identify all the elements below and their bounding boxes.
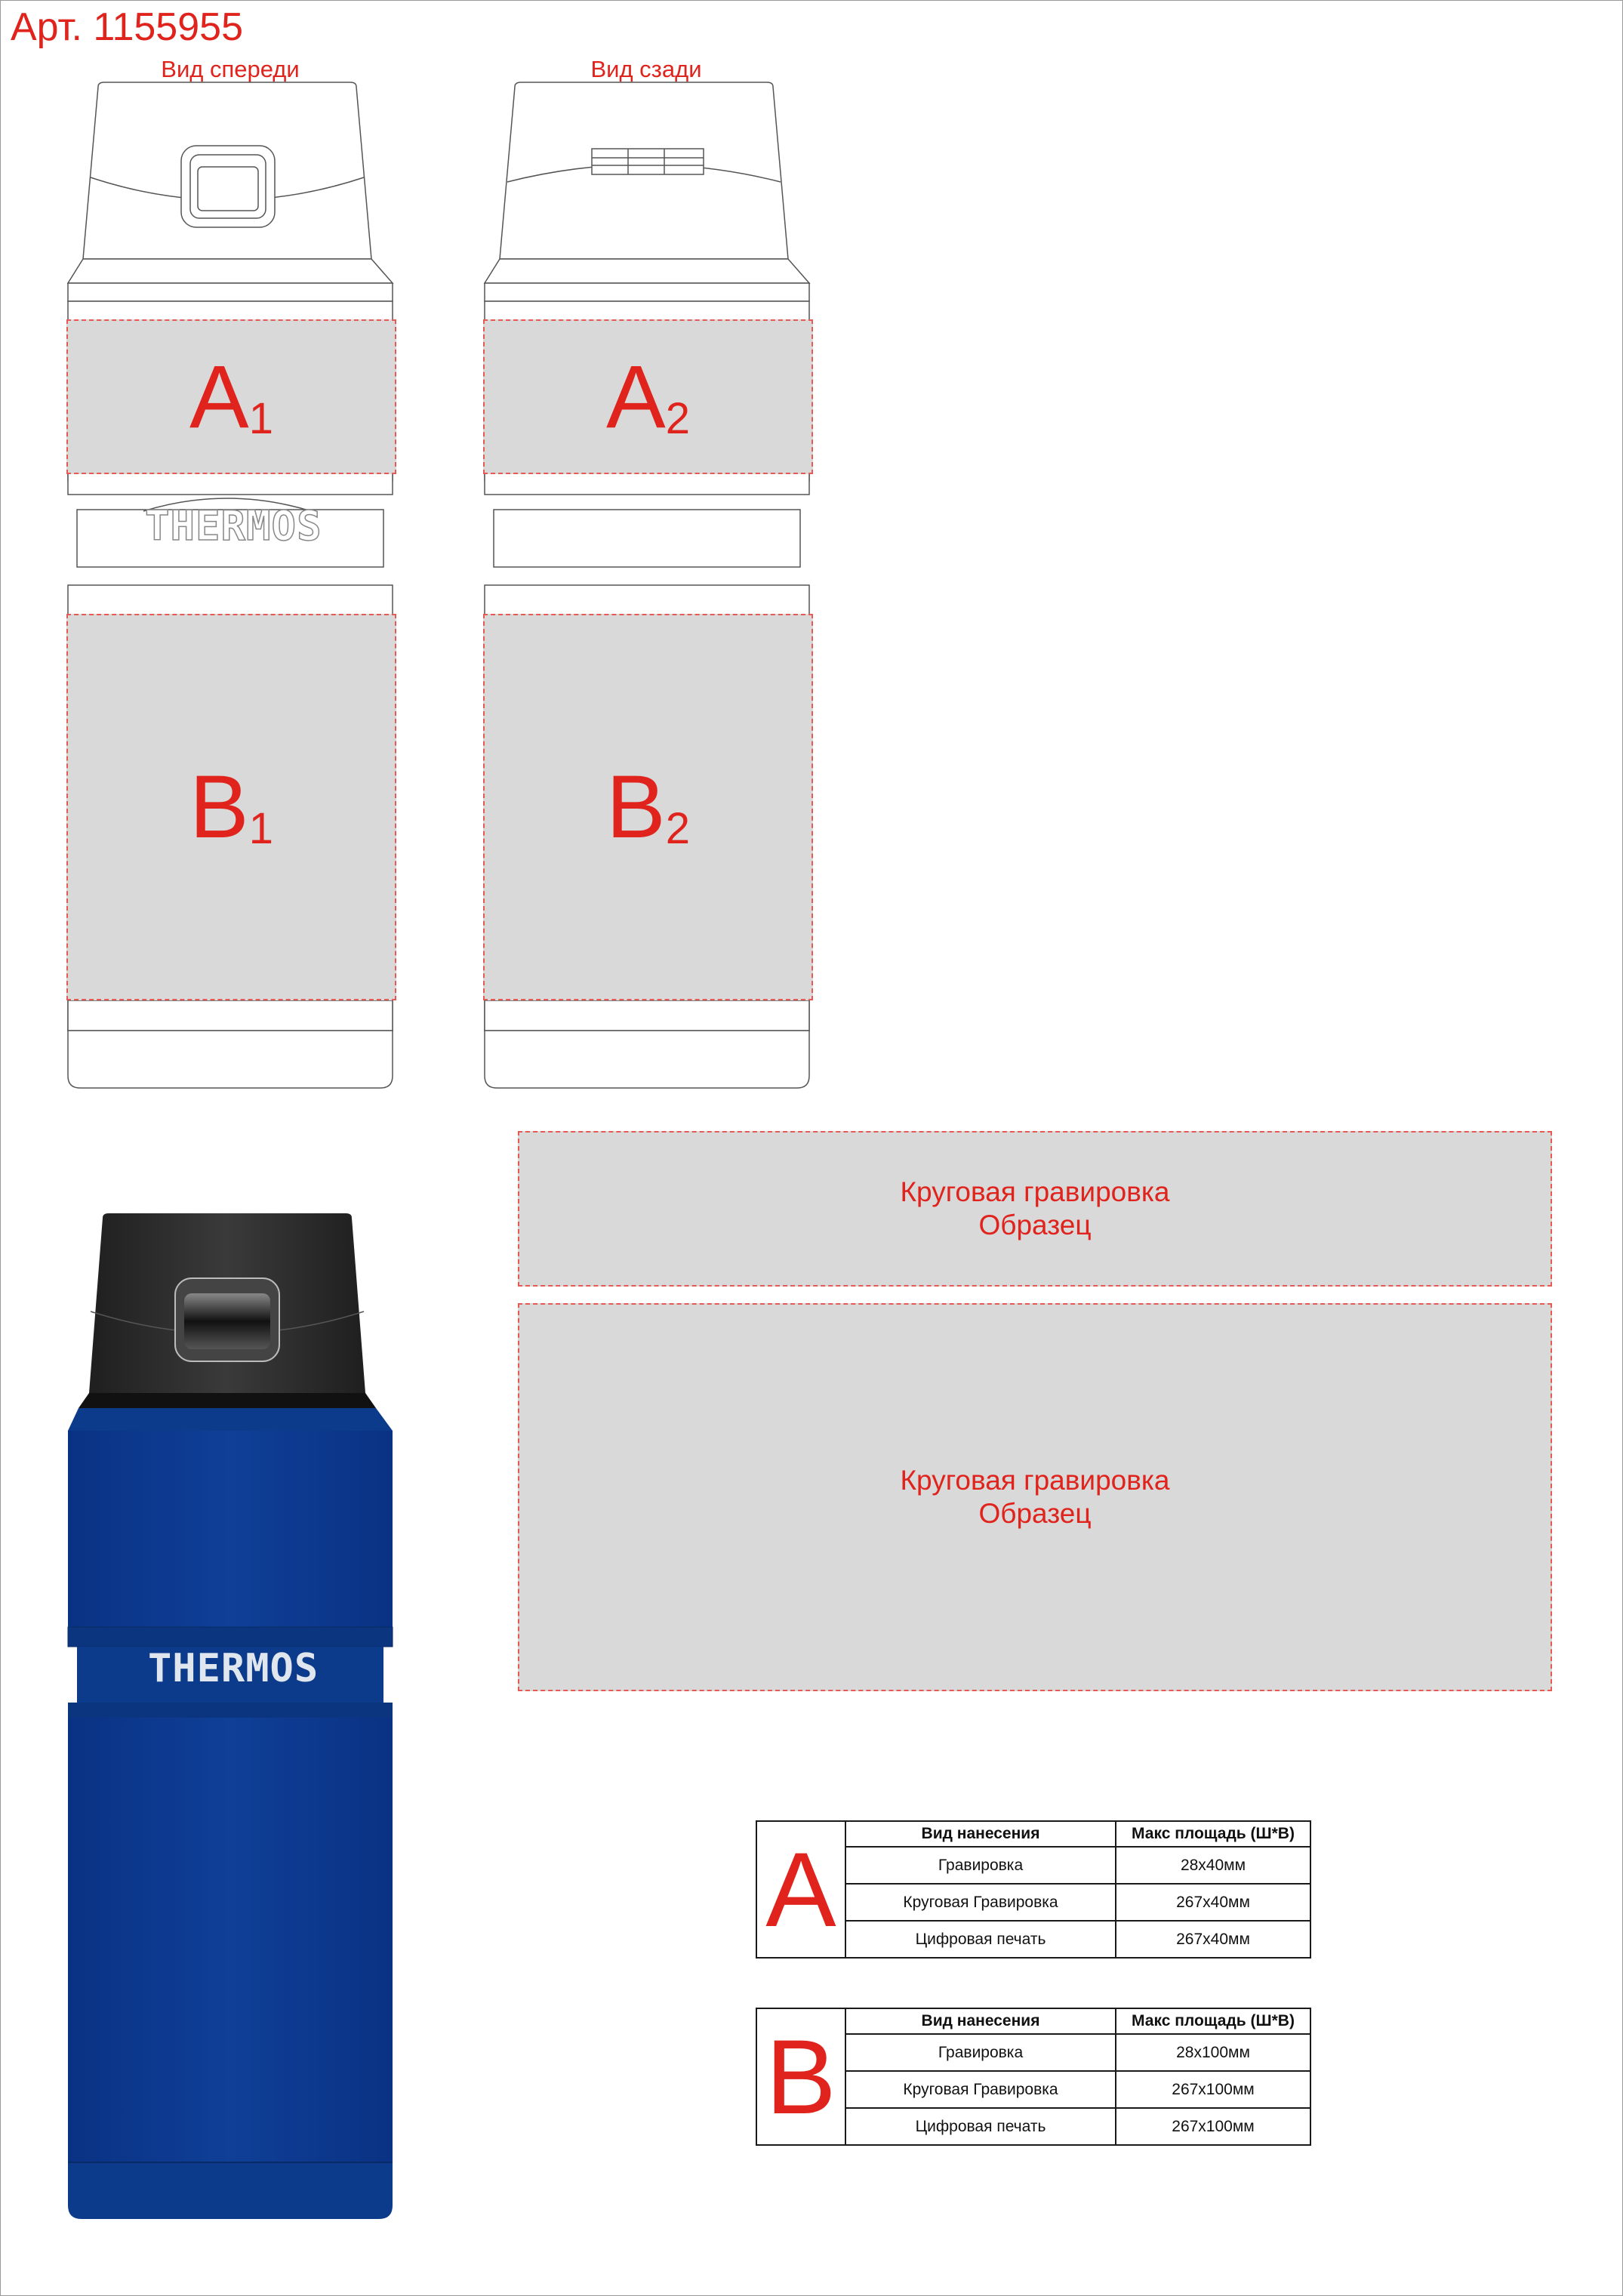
table-row [846, 1921, 1310, 1957]
circular-b-line1: Круговая гравировка [900, 1465, 1170, 1496]
back-view-label: Вид сзади [590, 56, 702, 82]
table-a-cell: Круговая Гравировка [846, 1884, 1116, 1921]
table-a-grid [846, 1822, 1310, 1957]
table-row [846, 2034, 1310, 2071]
table-b-cell: 28x100мм [1116, 2034, 1310, 2071]
zone-b2-index: 2 [665, 804, 690, 853]
spec-table-b [756, 2008, 1311, 2146]
zone-a1 [66, 319, 396, 474]
front-view-label: Вид спереди [161, 56, 300, 82]
zone-a1-index: 1 [248, 393, 273, 443]
table-b-header-area: Макс площадь (Ш*В) [1116, 2009, 1310, 2034]
circular-a-line1: Круговая гравировка [900, 1176, 1170, 1207]
table-row [846, 1884, 1310, 1921]
circular-engraving-zone-b [518, 1303, 1552, 1691]
table-a-cell: Гравировка [846, 1847, 1116, 1884]
table-b-cell: Гравировка [846, 2034, 1116, 2071]
table-b-letter: B [757, 2009, 846, 2144]
table-a-letter: A [757, 1822, 846, 1957]
zone-a2-letter: A [606, 347, 666, 447]
table-b-header-method: Вид нанесения [846, 2009, 1116, 2034]
table-b-cell: Круговая Гравировка [846, 2071, 1116, 2108]
thermos-logo-outline: THERMOS [145, 502, 322, 550]
circular-b-line2: Образец [978, 1498, 1092, 1529]
table-a-header-method: Вид нанесения [846, 1822, 1116, 1847]
zone-b2-letter: B [606, 757, 666, 857]
zone-a1-letter: A [189, 347, 249, 447]
zone-a2 [483, 319, 813, 474]
zone-b1-letter: B [189, 757, 249, 857]
circular-a-line2: Образец [978, 1210, 1092, 1240]
table-row [846, 1847, 1310, 1884]
product-photo-bottle [60, 1212, 408, 2224]
table-b-cell: 267x100мм [1116, 2071, 1310, 2108]
table-a-cell: 28x40мм [1116, 1847, 1310, 1884]
zone-b1-index: 1 [248, 804, 273, 853]
zone-a2-index: 2 [665, 393, 690, 443]
table-row [846, 2071, 1310, 2108]
circular-engraving-zone-a [518, 1131, 1552, 1287]
zone-b2 [483, 614, 813, 1000]
table-a-cell: 267x40мм [1116, 1884, 1310, 1921]
thermos-logo: THERMOS [148, 1646, 319, 1691]
article-number: Арт. 1155955 [11, 5, 243, 49]
table-b-cell: Цифровая печать [915, 2117, 1046, 2135]
table-row [846, 2108, 1310, 2144]
blue-bottle-illustration [60, 1212, 408, 2224]
table-a-cell: Цифровая печать [915, 1930, 1046, 1948]
table-b-grid [846, 2009, 1310, 2144]
zone-b1 [66, 614, 396, 1000]
table-b-cell: 267x100мм [1116, 2108, 1310, 2144]
spec-table-a [756, 1820, 1311, 1959]
table-a-header-area: Макс площадь (Ш*В) [1116, 1822, 1310, 1847]
table-a-cell: 267x40мм [1116, 1921, 1310, 1957]
